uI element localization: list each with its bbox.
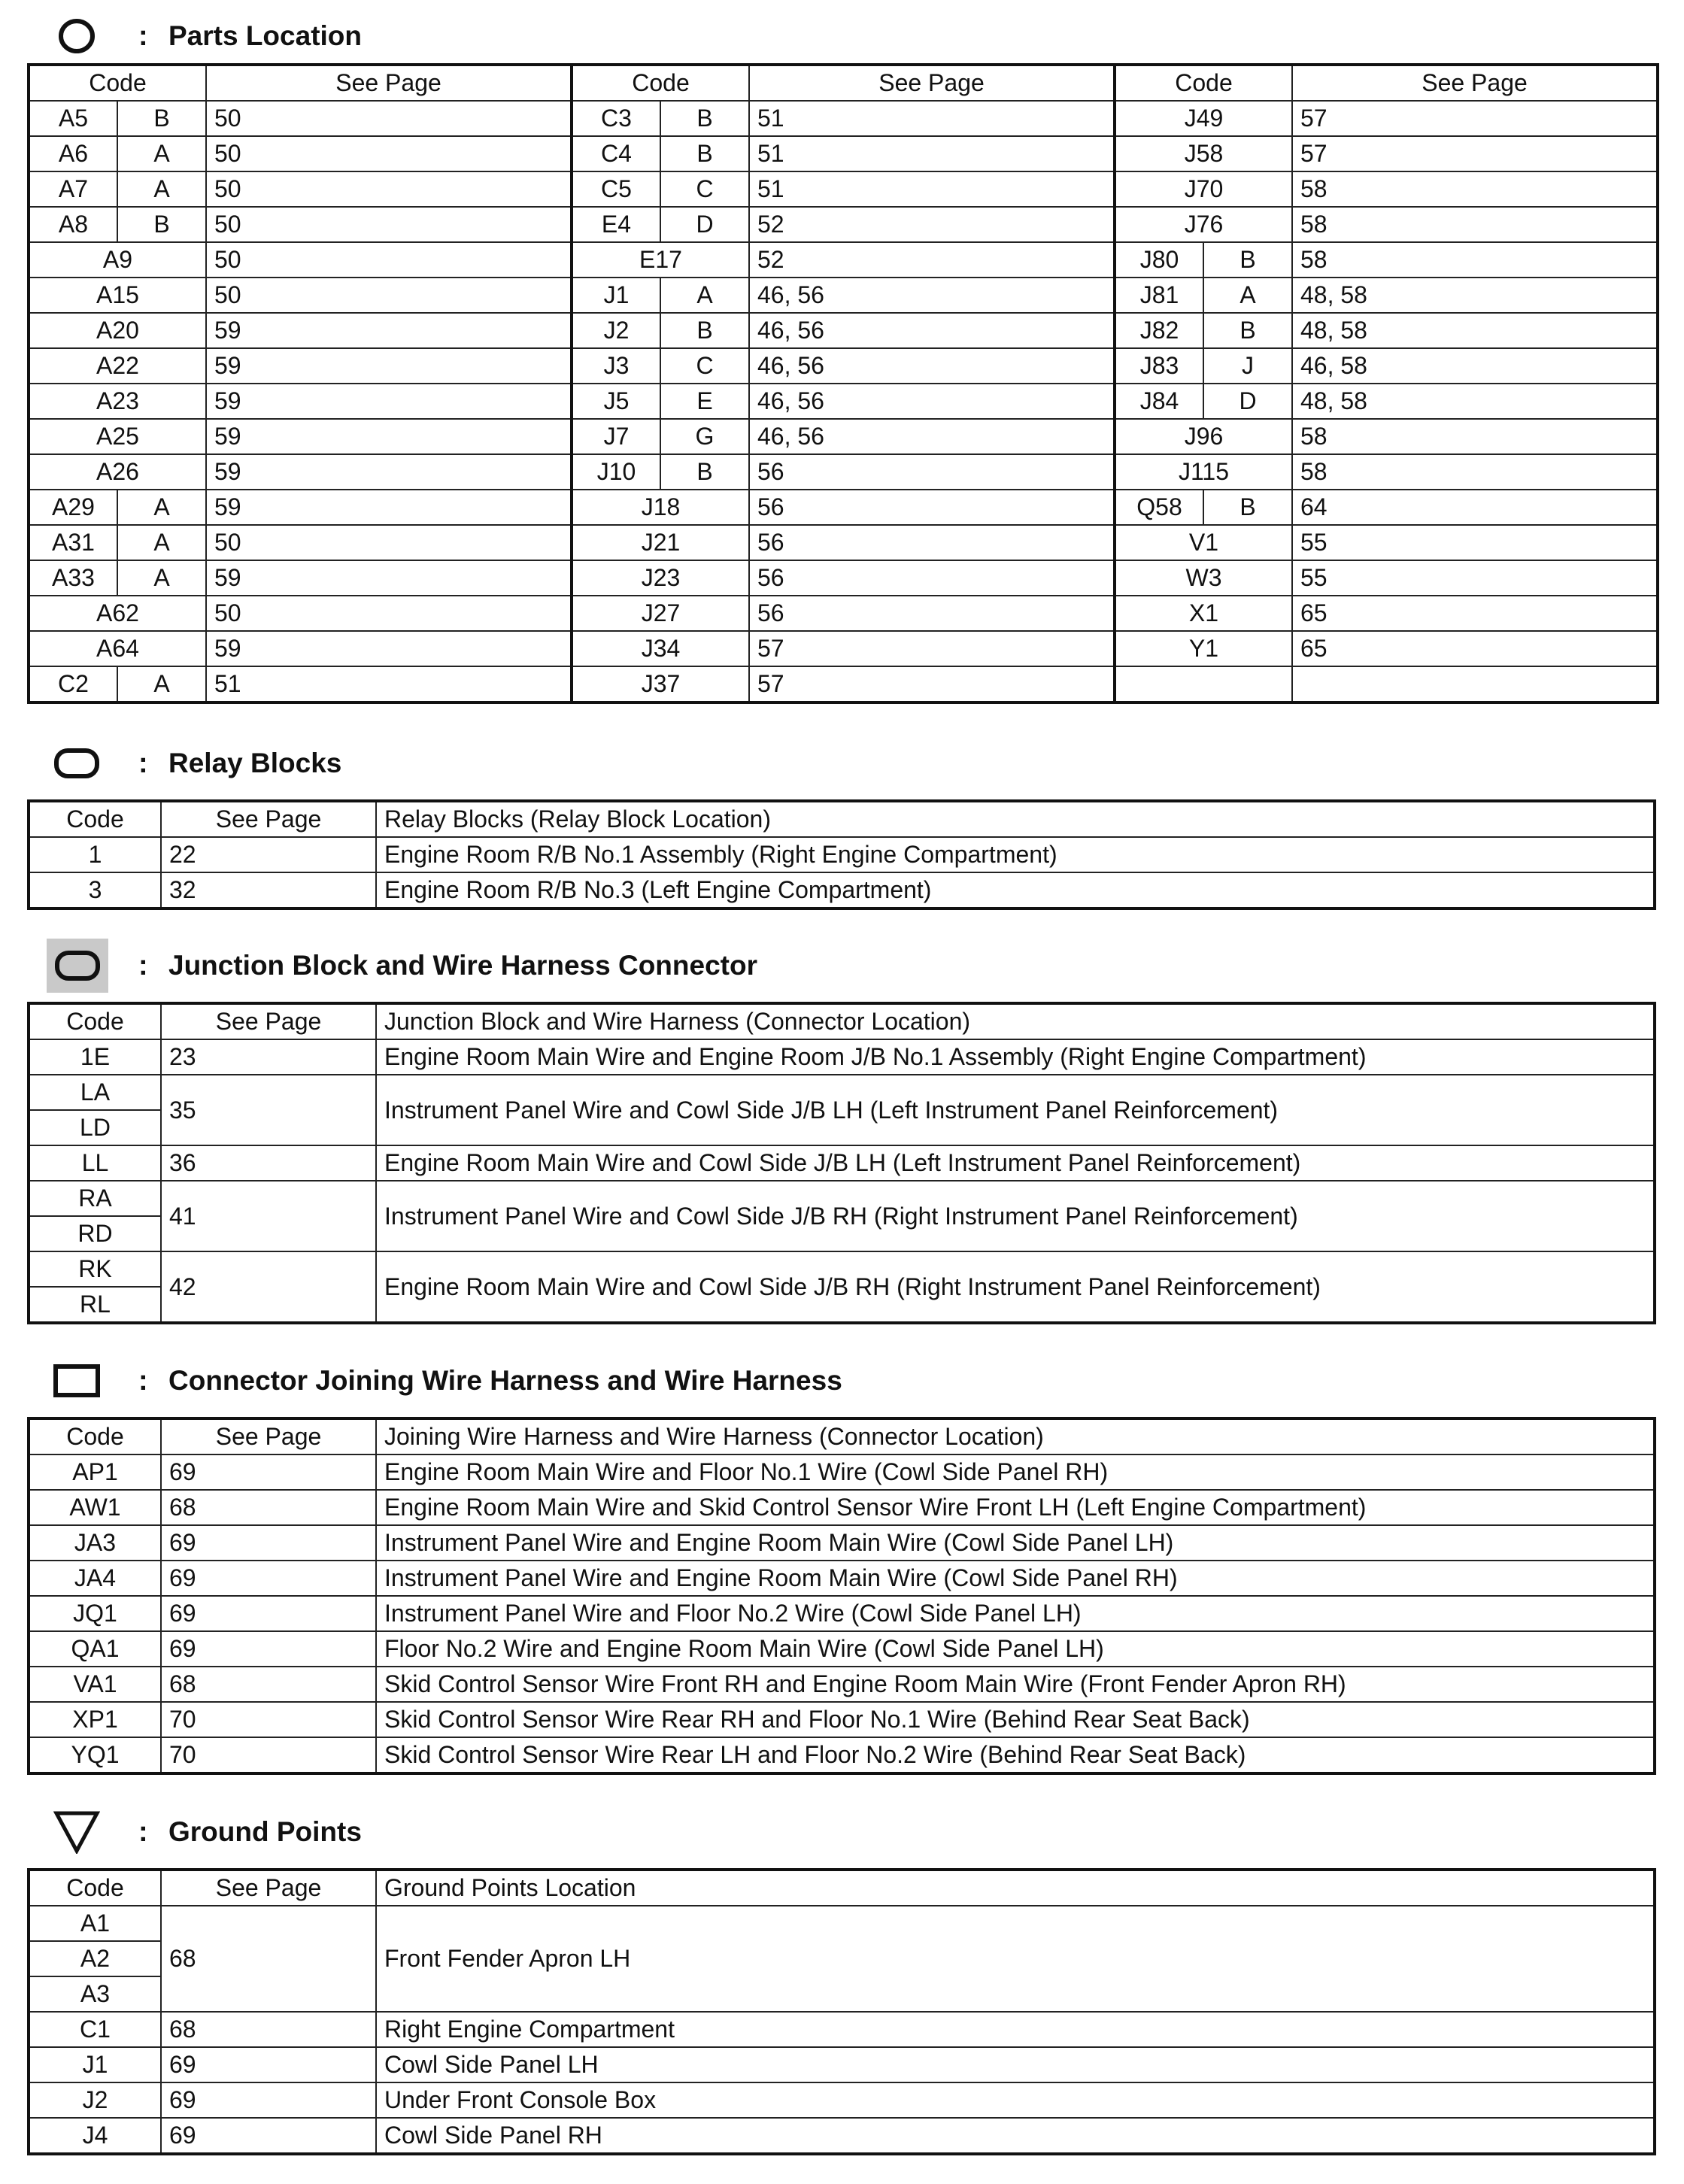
see-page-cell: 51 xyxy=(749,136,1115,171)
see-page-cell: 69 xyxy=(161,1596,376,1631)
table-row xyxy=(29,525,1658,560)
code-cell: J34 xyxy=(572,631,749,666)
see-page-cell: 46, 56 xyxy=(749,313,1115,348)
location-cell: Instrument Panel Wire and Cowl Side J/B LH (Left Instrument Panel Reinforcement) xyxy=(376,1075,1655,1145)
section-title: Parts Location xyxy=(168,20,362,51)
header-row xyxy=(29,1418,1655,1454)
see-page-cell: 48, 58 xyxy=(1292,384,1658,419)
see-page-cell: 46, 56 xyxy=(749,348,1115,384)
code-cell: C4 xyxy=(572,136,660,171)
see-page-cell: 57 xyxy=(1292,101,1658,136)
see-page-cell: 36 xyxy=(161,1145,376,1181)
see-page-cell: 51 xyxy=(749,101,1115,136)
location-cell: Front Fender Apron LH xyxy=(376,1906,1655,2012)
see-page-header: See Page xyxy=(749,65,1115,101)
code-cell: J5 xyxy=(572,384,660,419)
connector-letter-cell: D xyxy=(660,207,749,242)
code-cell: JA3 xyxy=(29,1525,161,1561)
see-page-cell: 46, 58 xyxy=(1292,348,1658,384)
code-cell: J3 xyxy=(572,348,660,384)
location-header: Junction Block and Wire Harness (Connector Location) xyxy=(376,1003,1655,1039)
code-cell: A5 xyxy=(29,101,117,136)
code-cell: C2 xyxy=(29,666,117,702)
see-page-cell: 42 xyxy=(161,1251,376,1323)
see-page-header: See Page xyxy=(206,65,572,101)
see-page-cell: 56 xyxy=(749,596,1115,631)
table-row xyxy=(29,2012,1655,2047)
see-page-cell: 56 xyxy=(749,490,1115,525)
junction-blocks-heading xyxy=(53,943,757,988)
code-header: Code xyxy=(29,1870,161,1906)
circle-icon xyxy=(53,17,101,55)
code-cell: J84 xyxy=(1115,384,1203,419)
table-row xyxy=(29,454,1658,490)
table-row xyxy=(29,2118,1655,2154)
see-page-cell: 58 xyxy=(1292,419,1658,454)
see-page-cell: 57 xyxy=(749,631,1115,666)
code-cell: J37 xyxy=(572,666,749,702)
code-cell: LL xyxy=(29,1145,161,1181)
see-page-cell: 69 xyxy=(161,2082,376,2118)
code-cell: J2 xyxy=(29,2082,161,2118)
table-row xyxy=(29,1631,1655,1667)
see-page-cell: 50 xyxy=(206,136,572,171)
code-cell: A6 xyxy=(29,136,117,171)
code-cell: J83 xyxy=(1115,348,1203,384)
see-page-header: See Page xyxy=(161,1003,376,1039)
connector-letter-cell: B xyxy=(117,207,206,242)
code-cell: A33 xyxy=(29,560,117,596)
table-row xyxy=(29,1906,1655,1941)
see-page-cell: 69 xyxy=(161,1454,376,1490)
code-cell: JQ1 xyxy=(29,1596,161,1631)
see-page-cell: 23 xyxy=(161,1039,376,1075)
location-cell: Engine Room R/B No.3 (Left Engine Compartment) xyxy=(376,872,1655,908)
code-cell: VA1 xyxy=(29,1667,161,1702)
code-cell: C1 xyxy=(29,2012,161,2047)
see-page-cell: 59 xyxy=(206,490,572,525)
table-row xyxy=(29,1737,1655,1773)
code-cell: A3 xyxy=(29,1976,161,2012)
code-cell: Q58 xyxy=(1115,490,1203,525)
see-page-cell: 57 xyxy=(1292,136,1658,171)
see-page-cell: 52 xyxy=(749,242,1115,278)
code-cell: A7 xyxy=(29,171,117,207)
connector-letter-cell: E xyxy=(660,384,749,419)
see-page-cell: 65 xyxy=(1292,631,1658,666)
connector-letter-cell: B xyxy=(117,101,206,136)
parts-location-heading xyxy=(53,14,362,59)
see-page-header: See Page xyxy=(161,801,376,837)
code-header: Code xyxy=(29,801,161,837)
section-title: Relay Blocks xyxy=(168,748,342,778)
header-row xyxy=(29,65,1658,101)
see-page-cell: 59 xyxy=(206,313,572,348)
see-page-cell: 68 xyxy=(161,1906,376,2012)
code-cell: YQ1 xyxy=(29,1737,161,1773)
code-cell: A25 xyxy=(29,419,206,454)
code-cell: Y1 xyxy=(1115,631,1292,666)
table-row xyxy=(29,666,1658,702)
table-row xyxy=(29,101,1658,136)
table-row xyxy=(29,1525,1655,1561)
header-row xyxy=(29,1870,1655,1906)
location-cell: Engine Room Main Wire and Floor No.1 Wire (Cowl Side Panel RH) xyxy=(376,1454,1655,1490)
code-cell: J82 xyxy=(1115,313,1203,348)
see-page-cell: 70 xyxy=(161,1737,376,1773)
code-header: Code xyxy=(29,1003,161,1039)
parts-location-table xyxy=(27,63,1659,704)
location-cell: Instrument Panel Wire and Cowl Side J/B RH (Right Instrument Panel Reinforcement) xyxy=(376,1181,1655,1251)
location-cell: Engine Room Main Wire and Cowl Side J/B LH (Left Instrument Panel Reinforcement) xyxy=(376,1145,1655,1181)
see-page-cell: 46, 56 xyxy=(749,419,1115,454)
see-page-cell: 55 xyxy=(1292,560,1658,596)
heading-colon: : xyxy=(138,1815,148,1848)
see-page-cell: 56 xyxy=(749,525,1115,560)
code-cell: V1 xyxy=(1115,525,1292,560)
table-row xyxy=(29,1181,1655,1216)
location-cell: Instrument Panel Wire and Engine Room Main Wire (Cowl Side Panel LH) xyxy=(376,1525,1655,1561)
heading-colon: : xyxy=(138,20,148,52)
code-cell: 1 xyxy=(29,837,161,872)
see-page-cell: 68 xyxy=(161,2012,376,2047)
see-page-cell: 69 xyxy=(161,1561,376,1596)
code-cell: A62 xyxy=(29,596,206,631)
relay-blocks-heading xyxy=(53,741,341,786)
see-page-cell: 50 xyxy=(206,525,572,560)
connector-letter-cell: B xyxy=(1203,313,1292,348)
see-page-cell: 59 xyxy=(206,348,572,384)
location-cell: Instrument Panel Wire and Floor No.2 Wire (Cowl Side Panel LH) xyxy=(376,1596,1655,1631)
code-cell: A26 xyxy=(29,454,206,490)
see-page-cell: 48, 58 xyxy=(1292,278,1658,313)
table-row xyxy=(29,1039,1655,1075)
rectangle-icon xyxy=(53,1362,101,1400)
see-page-cell: 58 xyxy=(1292,454,1658,490)
code-header: Code xyxy=(29,1418,161,1454)
table-row xyxy=(29,242,1658,278)
see-page-cell: 69 xyxy=(161,2047,376,2082)
connector-letter-cell: A xyxy=(117,171,206,207)
code-cell: J21 xyxy=(572,525,749,560)
connector-letter-cell: A xyxy=(117,560,206,596)
see-page-cell: 69 xyxy=(161,1631,376,1667)
see-page-cell: 50 xyxy=(206,278,572,313)
see-page-cell: 50 xyxy=(206,242,572,278)
code-cell: LD xyxy=(29,1110,161,1145)
location-cell: Under Front Console Box xyxy=(376,2082,1655,2118)
table-row xyxy=(29,313,1658,348)
code-cell: RD xyxy=(29,1216,161,1251)
code-cell: A23 xyxy=(29,384,206,419)
code-cell: J18 xyxy=(572,490,749,525)
code-cell: J1 xyxy=(572,278,660,313)
code-cell: RL xyxy=(29,1287,161,1323)
table-row xyxy=(29,384,1658,419)
location-cell: Skid Control Sensor Wire Rear LH and Floor No.2 Wire (Behind Rear Seat Back) xyxy=(376,1737,1655,1773)
connector-letter-cell: B xyxy=(660,313,749,348)
rounded-rectangle-icon xyxy=(53,745,101,782)
see-page-cell: 32 xyxy=(161,872,376,908)
see-page-cell: 69 xyxy=(161,1525,376,1561)
code-cell: RK xyxy=(29,1251,161,1287)
see-page-cell: 58 xyxy=(1292,171,1658,207)
location-cell: Cowl Side Panel RH xyxy=(376,2118,1655,2154)
connector-letter-cell: A xyxy=(1203,278,1292,313)
see-page-cell: 52 xyxy=(749,207,1115,242)
location-cell: Engine Room R/B No.1 Assembly (Right Engine Compartment) xyxy=(376,837,1655,872)
see-page-cell: 57 xyxy=(749,666,1115,702)
table-row xyxy=(29,872,1655,908)
table-row xyxy=(29,278,1658,313)
code-cell: A31 xyxy=(29,525,117,560)
code-cell: J96 xyxy=(1115,419,1292,454)
code-cell: 1E xyxy=(29,1039,161,1075)
code-cell: RA xyxy=(29,1181,161,1216)
table-row xyxy=(29,171,1658,207)
code-cell: J70 xyxy=(1115,171,1292,207)
table-row xyxy=(29,2047,1655,2082)
header-row xyxy=(29,801,1655,837)
table-row xyxy=(29,837,1655,872)
code-cell: A64 xyxy=(29,631,206,666)
see-page-cell: 46, 56 xyxy=(749,278,1115,313)
code-cell: A2 xyxy=(29,1941,161,1976)
code-cell: J115 xyxy=(1115,454,1292,490)
joining-connectors-table xyxy=(27,1417,1656,1775)
code-cell: A9 xyxy=(29,242,206,278)
table-row xyxy=(29,1596,1655,1631)
code-cell: A15 xyxy=(29,278,206,313)
see-page-cell: 22 xyxy=(161,837,376,872)
see-page-cell: 69 xyxy=(161,2118,376,2154)
connector-letter-cell: A xyxy=(660,278,749,313)
see-page-cell: 35 xyxy=(161,1075,376,1145)
see-page-cell: 59 xyxy=(206,419,572,454)
see-page-cell xyxy=(1292,666,1658,702)
code-cell: J1 xyxy=(29,2047,161,2082)
code-cell xyxy=(1115,666,1292,702)
code-cell: J7 xyxy=(572,419,660,454)
table-row xyxy=(29,1251,1655,1287)
ground-points-table xyxy=(27,1868,1656,2155)
code-cell: AP1 xyxy=(29,1454,161,1490)
code-cell: LA xyxy=(29,1075,161,1110)
location-cell: Engine Room Main Wire and Skid Control Sensor Wire Front LH (Left Engine Compartment) xyxy=(376,1490,1655,1525)
heading-colon: : xyxy=(138,1364,148,1397)
table-row xyxy=(29,1075,1655,1110)
see-page-cell: 50 xyxy=(206,171,572,207)
see-page-cell: 50 xyxy=(206,596,572,631)
location-header: Joining Wire Harness and Wire Harness (Connector Location) xyxy=(376,1418,1655,1454)
see-page-header: See Page xyxy=(161,1418,376,1454)
code-cell: W3 xyxy=(1115,560,1292,596)
code-cell: J10 xyxy=(572,454,660,490)
code-cell: J80 xyxy=(1115,242,1203,278)
location-cell: Engine Room Main Wire and Cowl Side J/B RH (Right Instrument Panel Reinforcement) xyxy=(376,1251,1655,1323)
table-row xyxy=(29,560,1658,596)
connector-letter-cell: J xyxy=(1203,348,1292,384)
see-page-cell: 51 xyxy=(749,171,1115,207)
code-cell: C3 xyxy=(572,101,660,136)
code-header: Code xyxy=(572,65,749,101)
see-page-cell: 58 xyxy=(1292,242,1658,278)
connector-letter-cell: A xyxy=(117,525,206,560)
connector-letter-cell: C xyxy=(660,171,749,207)
see-page-cell: 59 xyxy=(206,384,572,419)
see-page-cell: 59 xyxy=(206,454,572,490)
table-row xyxy=(29,1145,1655,1181)
code-cell: J49 xyxy=(1115,101,1292,136)
connector-letter-cell: B xyxy=(660,454,749,490)
location-cell: Floor No.2 Wire and Engine Room Main Wire (Cowl Side Panel LH) xyxy=(376,1631,1655,1667)
code-cell: E17 xyxy=(572,242,749,278)
section-title: Connector Joining Wire Harness and Wire Harness xyxy=(168,1365,842,1396)
shaded-rounded-rectangle-icon xyxy=(47,939,108,993)
table-row xyxy=(29,207,1658,242)
see-page-cell: 56 xyxy=(749,454,1115,490)
code-cell: C5 xyxy=(572,171,660,207)
heading-colon: : xyxy=(138,949,148,981)
see-page-cell: 59 xyxy=(206,560,572,596)
location-cell: Cowl Side Panel LH xyxy=(376,2047,1655,2082)
see-page-cell: 51 xyxy=(206,666,572,702)
code-header: Code xyxy=(1115,65,1292,101)
see-page-cell: 48, 58 xyxy=(1292,313,1658,348)
code-cell: X1 xyxy=(1115,596,1292,631)
code-cell: J4 xyxy=(29,2118,161,2154)
location-cell: Right Engine Compartment xyxy=(376,2012,1655,2047)
see-page-cell: 50 xyxy=(206,101,572,136)
connector-letter-cell: B xyxy=(660,136,749,171)
header-row xyxy=(29,1003,1655,1039)
location-header: Relay Blocks (Relay Block Location) xyxy=(376,801,1655,837)
table-row xyxy=(29,1702,1655,1737)
code-cell: J27 xyxy=(572,596,749,631)
see-page-cell: 58 xyxy=(1292,207,1658,242)
connector-letter-cell: C xyxy=(660,348,749,384)
location-cell: Skid Control Sensor Wire Rear RH and Floor No.1 Wire (Behind Rear Seat Back) xyxy=(376,1702,1655,1737)
table-row xyxy=(29,1561,1655,1596)
see-page-header: See Page xyxy=(1292,65,1658,101)
code-header: Code xyxy=(29,65,206,101)
down-triangle-icon xyxy=(53,1813,101,1851)
junction-blocks-table xyxy=(27,1002,1656,1324)
see-page-cell: 70 xyxy=(161,1702,376,1737)
table-row xyxy=(29,1490,1655,1525)
code-cell: JA4 xyxy=(29,1561,161,1596)
see-page-cell: 68 xyxy=(161,1490,376,1525)
see-page-cell: 64 xyxy=(1292,490,1658,525)
section-title: Ground Points xyxy=(168,1816,362,1847)
code-cell: J23 xyxy=(572,560,749,596)
connector-letter-cell: B xyxy=(1203,490,1292,525)
see-page-cell: 65 xyxy=(1292,596,1658,631)
code-cell: J76 xyxy=(1115,207,1292,242)
table-row xyxy=(29,631,1658,666)
code-cell: J81 xyxy=(1115,278,1203,313)
code-cell: J2 xyxy=(572,313,660,348)
table-row xyxy=(29,348,1658,384)
heading-colon: : xyxy=(138,747,148,779)
code-cell: E4 xyxy=(572,207,660,242)
code-cell: XP1 xyxy=(29,1702,161,1737)
code-cell: A29 xyxy=(29,490,117,525)
code-cell: QA1 xyxy=(29,1631,161,1667)
connector-letter-cell: B xyxy=(1203,242,1292,278)
code-cell: A1 xyxy=(29,1906,161,1941)
ground-points-heading xyxy=(53,1809,362,1855)
location-cell: Skid Control Sensor Wire Front RH and Engine Room Main Wire (Front Fender Apron RH) xyxy=(376,1667,1655,1702)
location-cell: Engine Room Main Wire and Engine Room J/B No.1 Assembly (Right Engine Compartment) xyxy=(376,1039,1655,1075)
see-page-cell: 41 xyxy=(161,1181,376,1251)
see-page-cell: 46, 56 xyxy=(749,384,1115,419)
section-title: Junction Block and Wire Harness Connector xyxy=(168,950,757,981)
see-page-header: See Page xyxy=(161,1870,376,1906)
code-cell: A8 xyxy=(29,207,117,242)
connector-letter-cell: B xyxy=(660,101,749,136)
code-cell: J58 xyxy=(1115,136,1292,171)
table-row xyxy=(29,1667,1655,1702)
connector-letter-cell: A xyxy=(117,490,206,525)
connector-letter-cell: A xyxy=(117,666,206,702)
connector-letter-cell: D xyxy=(1203,384,1292,419)
see-page-cell: 50 xyxy=(206,207,572,242)
table-row xyxy=(29,419,1658,454)
table-row xyxy=(29,1454,1655,1490)
table-row xyxy=(29,490,1658,525)
code-cell: A20 xyxy=(29,313,206,348)
relay-blocks-table xyxy=(27,799,1656,910)
see-page-cell: 56 xyxy=(749,560,1115,596)
connector-letter-cell: G xyxy=(660,419,749,454)
see-page-cell: 59 xyxy=(206,631,572,666)
table-row xyxy=(29,136,1658,171)
table-row xyxy=(29,596,1658,631)
location-cell: Instrument Panel Wire and Engine Room Main Wire (Cowl Side Panel RH) xyxy=(376,1561,1655,1596)
location-header: Ground Points Location xyxy=(376,1870,1655,1906)
connector-letter-cell: A xyxy=(117,136,206,171)
joining-connectors-heading xyxy=(53,1358,842,1403)
code-cell: 3 xyxy=(29,872,161,908)
table-row xyxy=(29,2082,1655,2118)
code-cell: A22 xyxy=(29,348,206,384)
see-page-cell: 55 xyxy=(1292,525,1658,560)
code-cell: AW1 xyxy=(29,1490,161,1525)
see-page-cell: 68 xyxy=(161,1667,376,1702)
